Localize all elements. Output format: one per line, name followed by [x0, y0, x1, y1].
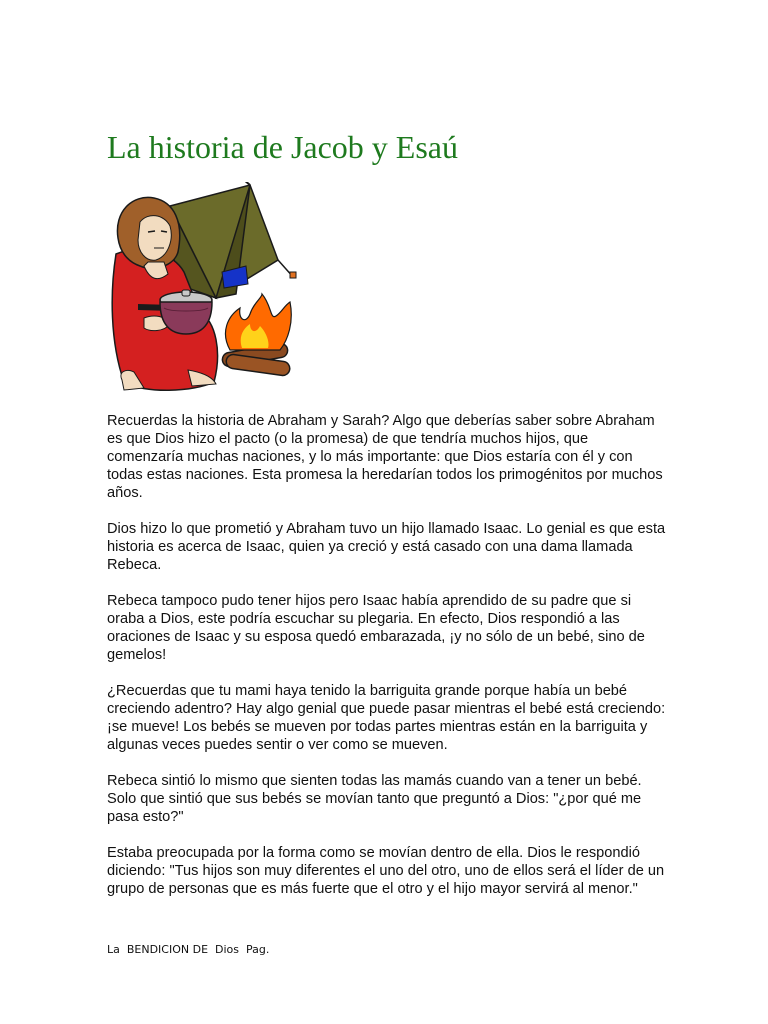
cooking-pot-icon: [160, 290, 212, 334]
paragraph: Recuerdas la historia de Abraham y Sarah? Algo que deberías saber sobre Abraham es que Dios hizo el pacto (o la promesa) de que tendría muchos hijos, que comenzaría muchas naciones, y lo más importante: que Dios estaría con él y con todas estas naciones. Esta promesa la heredarían todos los primogénitos por muchos años.: [107, 413, 663, 501]
tent-icon: [170, 182, 296, 298]
paragraph: Rebeca sintió lo mismo que sienten todas las mamás cuando van a tener un bebé. Solo que sintió que sus bebés se movían tanto que preguntó a Dios: "¿por qué me pasa esto?": [107, 773, 642, 825]
jacob-esau-illustration: [104, 182, 300, 396]
paragraph: ¿Recuerdas que tu mami haya tenido la barriguita grande porque había un bebé creciendo adentro? Hay algo genial que puede pasar mientras el bebé está creciendo: ¡se mueve! Los bebés se mueven por todas partes mientras están en la barriguita y algunas veces puedes sentir o ver como se mueven.: [107, 683, 666, 753]
story-text: [107, 412, 667, 916]
paragraph: Rebeca tampoco pudo tener hijos pero Isaac había aprendido de su padre que si oraba a Dios, este podría escuchar su plegaria. En efecto, Dios respondió a las oraciones de Isaac y su esposa quedó embarazada, ¡y no sólo de un bebé, sino de gemelos!: [107, 593, 645, 663]
paragraph: Dios hizo lo que prometió y Abraham tuvo un hijo llamado Isaac. Lo genial es que esta historia es acerca de Isaac, quien ya creció y está casado con una dama llamada Rebeca.: [107, 521, 666, 573]
page-footer: La BENDICION DE Dios Pag.: [107, 943, 270, 956]
paragraph: Estaba preocupada por la forma como se movían dentro de ella. Dios le respondió diciendo: "Tus hijos son muy diferentes el uno del otro, uno de ellos será el líder de un grupo de personas que es más fuerte que el otro y el hijo mayor servirá al menor.": [107, 845, 665, 897]
campfire-icon: [221, 294, 291, 376]
page-title: La historia de Jacob y Esaú: [107, 129, 458, 165]
